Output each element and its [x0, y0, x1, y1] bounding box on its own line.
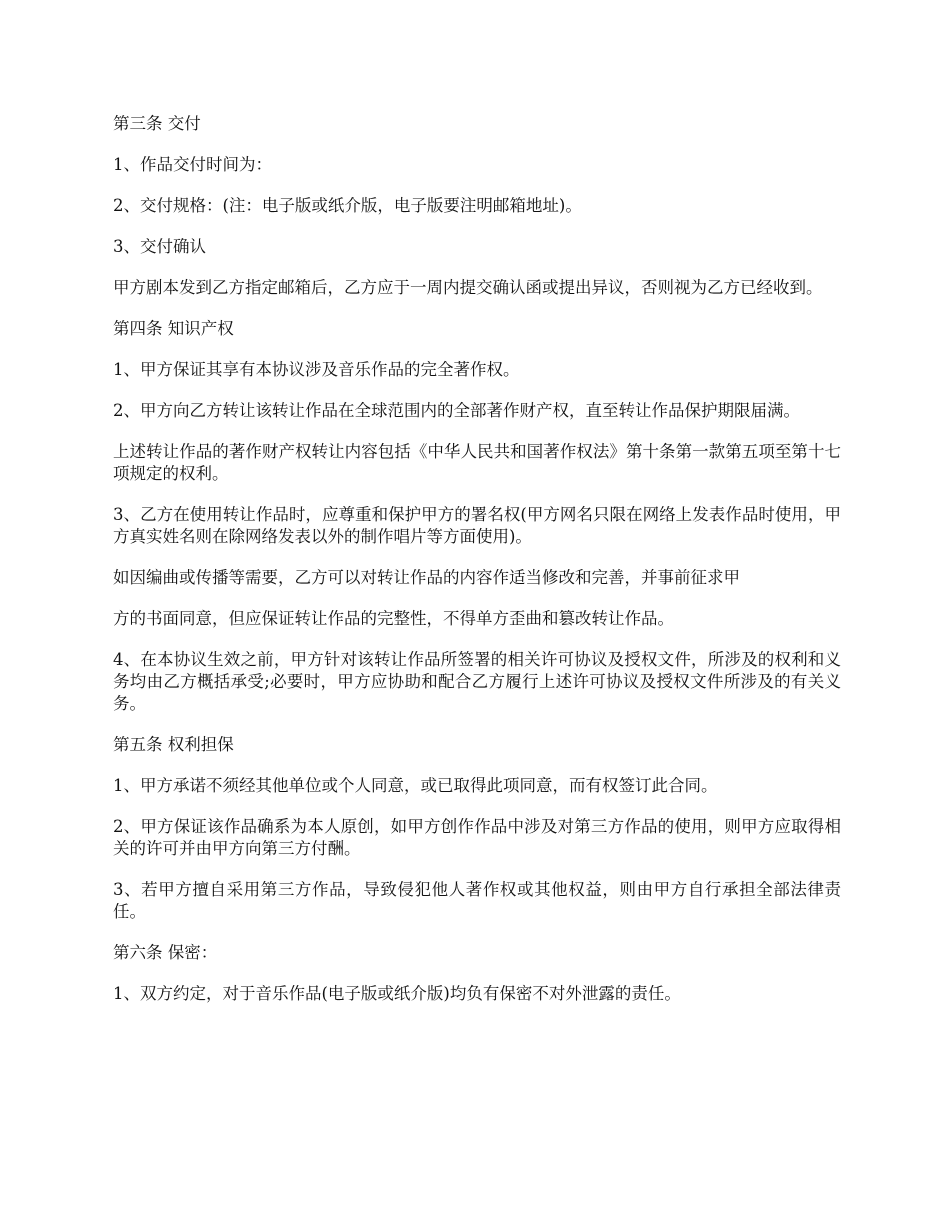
ip-clause-2-detail: 上述转让作品的著作财产权转让内容包括《中华人民共和国著作权法》第十条第一款第五项至第十七项规定的权利。	[113, 442, 841, 483]
delivery-confirm-clause: 3、交付确认	[113, 237, 206, 256]
warranty-clause-1: 1、甲方承诺不须经其他单位或个人同意，或已取得此项同意，而有权签订此合同。	[113, 776, 718, 795]
section-heading-delivery: 第三条 交付	[113, 114, 201, 133]
warranty-clause-3: 3、若甲方擅自采用第三方作品，导致侵犯他人著作权或其他权益，则由甲方自行承担全部法律责任。	[113, 880, 841, 921]
delivery-spec-clause: 2、交付规格：(注：电子版或纸介版，电子版要注明邮箱地址)。	[113, 196, 582, 215]
delivery-confirm-text: 甲方剧本发到乙方指定邮箱后，乙方应于一周内提交确认函或提出异议，否则视为乙方已经收到。	[113, 278, 823, 297]
ip-clause-1: 1、甲方保证其享有本协议涉及音乐作品的完全著作权。	[113, 360, 520, 379]
section-heading-ip: 第四条 知识产权	[113, 319, 234, 338]
ip-clause-2: 2、甲方向乙方转让该转让作品在全球范围内的全部著作财产权，直至转让作品保护期限届满。	[113, 401, 800, 420]
document-page	[113, 113, 841, 1024]
ip-clause-3: 3、乙方在使用转让作品时，应尊重和保护甲方的署名权(甲方网名只限在网络上发表作品时使用，甲方真实姓名则在除网络发表以外的制作唱片等方面使用)。	[113, 505, 841, 546]
ip-clause-4: 4、在本协议生效之前，甲方针对该转让作品所签署的相关许可协议及授权文件，所涉及的权利和义务均由乙方概括承受;必要时，甲方应协助和配合乙方履行上述许可协议及授权文件所涉及的有关义务。	[113, 650, 841, 713]
warranty-clause-2: 2、甲方保证该作品确系为本人原创，如甲方创作作品中涉及对第三方作品的使用，则甲方应取得相关的许可并由甲方向第三方付酬。	[113, 817, 841, 858]
section-heading-confidentiality: 第六条 保密：	[113, 943, 218, 962]
delivery-time-clause: 1、作品交付时间为：	[113, 155, 272, 174]
ip-clause-3-detail-line-1: 如因编曲或传播等需要，乙方可以对转让作品的内容作适当修改和完善，并事前征求甲	[113, 568, 740, 587]
section-heading-warranty: 第五条 权利担保	[113, 735, 234, 754]
confidentiality-clause-1: 1、双方约定，对于音乐作品(电子版或纸介版)均负有保密不对外泄露的责任。	[113, 984, 681, 1003]
ip-clause-3-detail-line-2: 方的书面同意，但应保证转让作品的完整性，不得单方歪曲和篡改转让作品。	[113, 609, 674, 628]
